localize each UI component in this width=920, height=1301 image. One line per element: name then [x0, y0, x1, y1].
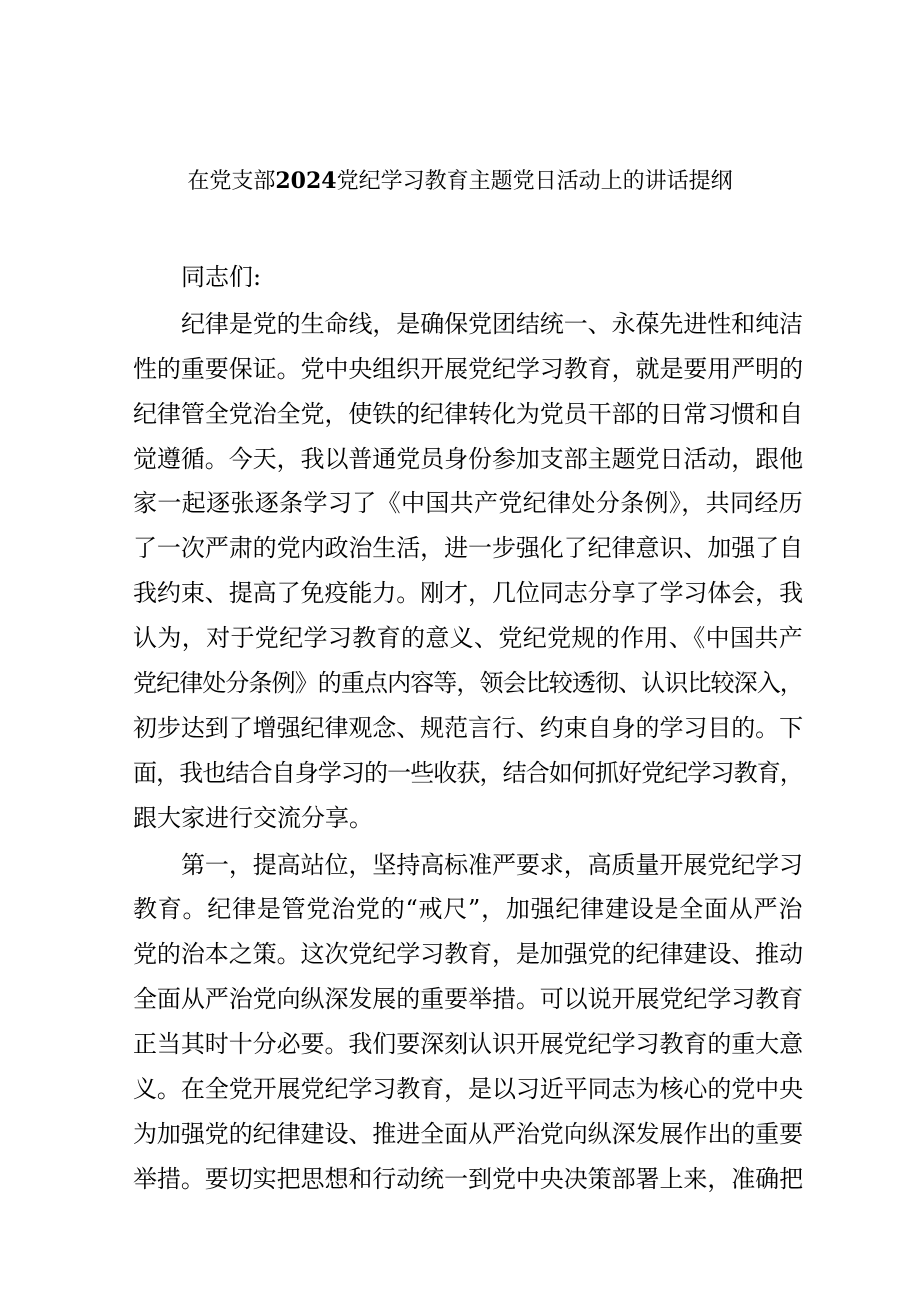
- paragraph-line: 纪律管全党治全党，使铁的纪律转化为党员干部的日常习惯和自: [133, 399, 804, 428]
- paragraph-line: 面，我也结合自身学习的一些收获，结合如何抓好党纪学习教育，: [133, 758, 803, 787]
- paragraph-line: 党纪律处分条例》的重点内容等，领会比较透彻、认识比较深入，: [133, 669, 803, 698]
- paragraph-line: 我约束、提高了免疫能力。刚才，几位同志分享了学习体会，我: [133, 579, 804, 608]
- paragraph-line: 为加强党的纪律建设、推进全面从严治党向纵深发展作出的重要: [133, 1119, 804, 1148]
- paragraph-line: 家一起逐张逐条学习了《中国共产党纪律处分条例》，共同经历: [133, 489, 804, 518]
- title-prefix: 在党支部: [187, 169, 276, 194]
- paragraph-line: 初步达到了增强纪律观念、规范言行、约束自身的学习目的。下: [133, 713, 804, 742]
- paragraph-line: 义。在全党开展党纪学习教育，是以习近平同志为核心的党中央: [133, 1075, 804, 1104]
- paragraph-line: 正当其时十分必要。我们要深刻认识开展党纪学习教育的重大意: [133, 1030, 804, 1059]
- paragraph-line: 性的重要保证。党中央组织开展党纪学习教育，就是要用严明的: [133, 354, 804, 383]
- paragraph-line: 认为，对于党纪学习教育的意义、党纪党规的作用、《中国共产: [133, 624, 804, 653]
- title-year: 2024: [275, 168, 337, 194]
- title-suffix: 党纪学习教育主题党日活动上的讲话提纲: [336, 169, 733, 194]
- document-body: [133, 255, 803, 1202]
- paragraph-line: 了一次严肃的党内政治生活，进一步强化了纪律意识、加强了自: [133, 534, 804, 563]
- paragraph-line: 觉遵循。今天，我以普通党员身份参加支部主题党日活动，跟他: [133, 444, 804, 473]
- paragraph-line: 全面从严治党向纵深发展的重要举措。可以说开展党纪学习教育: [133, 985, 804, 1014]
- paragraph-line: 第一，提高站位，坚持高标准严要求，高质量开展党纪学习: [181, 850, 803, 879]
- paragraph-line: 党的治本之策。这次党纪学习教育，是加强党的纪律建设、推动: [133, 940, 804, 969]
- document-title: [0, 163, 920, 200]
- paragraph-line: 跟大家进行交流分享。: [133, 803, 373, 832]
- paragraph-line: 纪律是党的生命线，是确保党团结统一、永葆先进性和纯洁: [181, 309, 803, 338]
- salutation: 同志们:: [181, 263, 262, 291]
- paragraph-line: 教育。纪律是管党治党的“戒尺”，加强纪律建设是全面从严治: [133, 895, 804, 924]
- paragraph-line: 举措。要切实把思想和行动统一到党中央决策部署上来，准确把: [133, 1164, 804, 1193]
